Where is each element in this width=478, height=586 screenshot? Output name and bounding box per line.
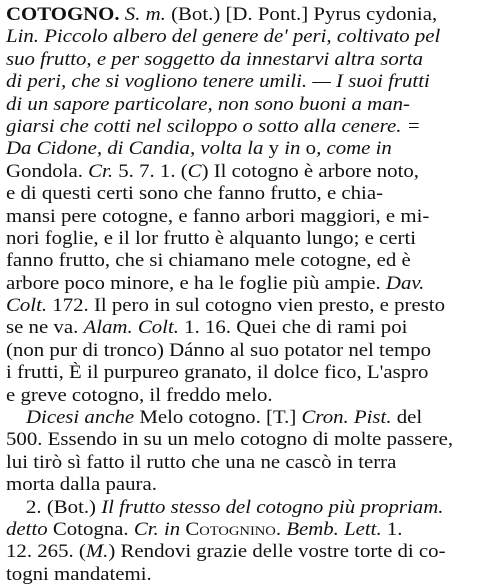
entry-text-segment: 2. (Bot.): [26, 496, 102, 518]
entry-text-segment: in: [279, 138, 306, 160]
entry-text-segment: y: [268, 138, 280, 160]
entry-text-segment: 5. 7. 1. (: [113, 160, 188, 182]
entry-text-segment: ) Il cotogno è arbore noto,: [201, 160, 419, 182]
entry-text-segment: Dicesi anche: [26, 407, 135, 429]
entry-text-segment: 1.: [381, 518, 403, 540]
entry-text-segment: Colt.: [6, 295, 48, 317]
entry-text-segment: 172. Il pero in sul cotogno vien presto, e presto: [47, 295, 446, 317]
entry-line: [6, 385, 472, 407]
entry-line: [6, 340, 472, 362]
entry-text-segment: Il frutto stesso del cotogno più propriam.: [101, 496, 444, 518]
entry-line: [6, 250, 472, 272]
entry-line: [6, 362, 472, 384]
entry-text-segment: M.: [85, 541, 109, 563]
entry-text-segment: .: [275, 518, 287, 540]
entry-text-segment: di un sapore particolare, non sono buoni a man-: [6, 93, 410, 115]
entry-text-segment: Cr. in: [133, 518, 181, 540]
entry-line: [6, 228, 472, 250]
entry-text-segment: Cron. Pist.: [301, 407, 392, 429]
entry-text-segment: suo frutto, e per soggetto da innestarvi altra sorta: [6, 48, 424, 70]
entry-text-segment: i frutti, È il purpureo granato, il dolce fico, L'aspro: [6, 362, 429, 384]
entry-text-segment: lui tirò sì fatto il rutto che una ne cascò in terra: [6, 451, 397, 473]
entry-text-segment: di peri, che si vogliono tenere umili. — I suoi frutti: [6, 71, 430, 93]
entry-text-segment: ) Rendovi grazie delle vostre torte di co-: [108, 541, 446, 563]
entry-line: [6, 519, 472, 541]
entry-line: [6, 94, 472, 116]
entry-text-segment: detto: [6, 518, 48, 540]
entry-text-segment: C: [187, 160, 202, 182]
entry-text-segment: e di questi certi sono che fanno frutto, e chia-: [6, 183, 384, 205]
entry-line: [6, 273, 472, 295]
entry-line: [6, 138, 472, 160]
entry-line: [6, 49, 472, 71]
entry-line: [6, 206, 472, 228]
entry-text-segment: Gondola.: [6, 160, 89, 182]
entry-line: [6, 71, 472, 93]
entry-text-segment: COTOGNO.: [6, 4, 120, 25]
entry-line: [6, 116, 472, 138]
entry-text-segment: mansi pere cotogne, e fanno arbori maggiori, e mi-: [6, 205, 430, 227]
entry-text-segment: Cotognino: [180, 518, 276, 540]
entry-line: [6, 4, 472, 26]
entry-text-segment: se ne va.: [6, 317, 84, 339]
entry-text-segment: 500. Essendo in su un melo cotogno di molte passere,: [6, 429, 454, 451]
entry-text-segment: del: [391, 407, 423, 429]
entry-line: [6, 564, 472, 586]
entry-line: [6, 317, 472, 339]
entry-text-segment: Alam. Colt.: [83, 317, 179, 339]
entry-text-segment: Bemb. Lett.: [286, 518, 382, 540]
entry-text-segment: morta dalla paura.: [6, 474, 157, 496]
entry-line: [6, 429, 472, 451]
entry-text-segment: Da Cidone, di Candia, volta la: [6, 138, 269, 160]
entry-text-segment: Dav.: [385, 272, 425, 294]
entry-text-segment: Cr.: [88, 160, 114, 182]
entry-text-segment: S. m.: [124, 4, 166, 25]
entry-line: [6, 541, 472, 563]
entry-line: [6, 497, 472, 519]
entry-line: [6, 407, 472, 429]
entry-text-segment: Lin. Piccolo albero del genere de' peri, coltivato pel: [6, 26, 441, 48]
entry-text-segment: 12. 265. (: [6, 541, 86, 563]
entry-line: [6, 26, 472, 48]
entry-text-segment: (Bot.) [D. Pont.] Pyrus cydonia,: [165, 4, 438, 25]
entry-line: [6, 183, 472, 205]
entry-text-segment: , come in: [316, 138, 392, 160]
dictionary-entry-cotogno: [6, 4, 472, 586]
entry-line: [6, 474, 472, 496]
entry-line: [6, 161, 472, 183]
entry-text-segment: togni mandatemi.: [6, 563, 152, 585]
entry-text-segment: arbore poco minore, e ha le foglie più ampie.: [6, 272, 386, 294]
entry-text-segment: o: [305, 138, 317, 160]
entry-text-segment: nori foglie, e il lor frutto è alquanto lungo; e certi: [6, 227, 417, 249]
entry-text-segment: fanno frutto, che si chiamano mele cotogne, ed è: [6, 250, 411, 272]
entry-line: [6, 452, 472, 474]
entry-text-segment: e greve cotogno, il freddo melo.: [6, 384, 273, 406]
entry-line: [6, 295, 472, 317]
entry-text-segment: Melo cotogno. [T.]: [134, 407, 302, 429]
entry-text-segment: Cotogna.: [47, 518, 134, 540]
entry-text-segment: giarsi che cotti nel sciloppo o sotto alla cenere. =: [6, 115, 421, 137]
entry-text-segment: 1. 16. Quei che di rami poi: [178, 317, 408, 339]
entry-text-segment: (non pur di tronco) Dánno al suo potator nel tempo: [6, 339, 432, 361]
